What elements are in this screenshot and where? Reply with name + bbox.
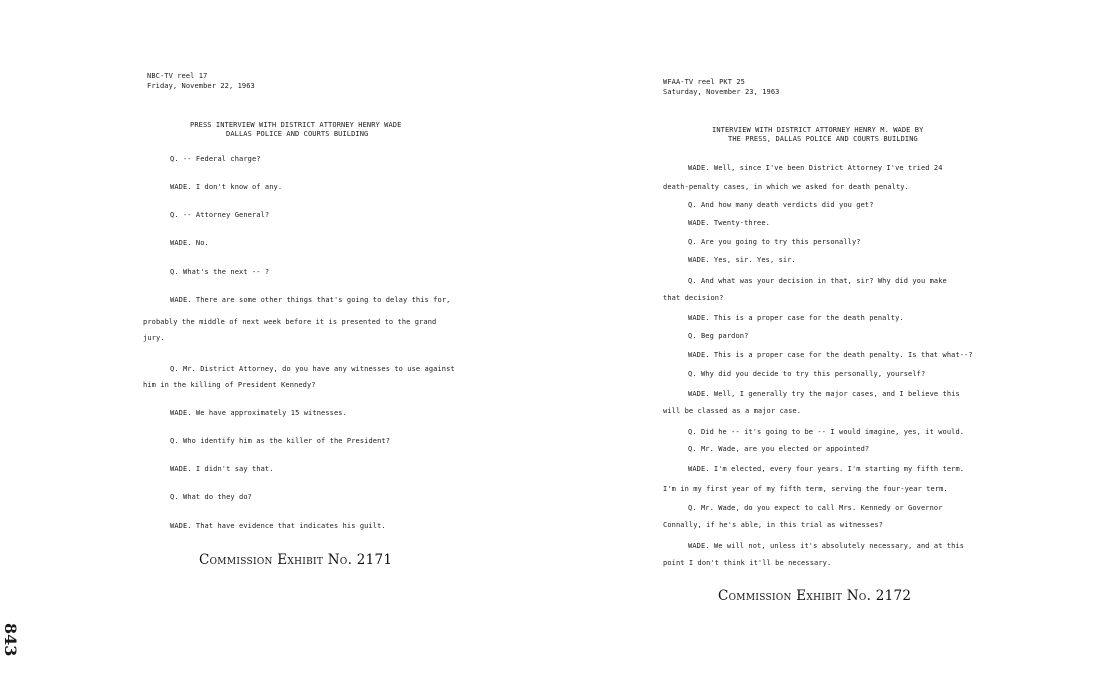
left-date: Friday, November 22, 1963: [147, 82, 255, 90]
right-line: Connally, if he's able, in this trial as witnesses?: [663, 521, 884, 529]
left-line: WADE. That have evidence that indicates his guilt.: [170, 522, 386, 530]
right-line: WADE. Yes, sir. Yes, sir.: [688, 256, 796, 264]
right-line: point I don't think it'll be necessary.: [663, 559, 832, 567]
right-line: Q. Beg pardon?: [688, 332, 749, 340]
right-line: WADE. We will not, unless it's absolutely necessary, and at this: [688, 542, 965, 550]
right-line: WADE. This is a proper case for the death penalty.: [688, 314, 904, 322]
right-line: Q. And how many death verdicts did you get?: [688, 201, 874, 209]
right-reel-label: WFAA-TV reel PKT 25: [663, 78, 745, 86]
right-exhibit-caption: Commission Exhibit No. 2172: [718, 588, 912, 604]
right-line: Q. Why did you decide to try this personally, yourself?: [688, 370, 926, 378]
left-line: WADE. We have approximately 15 witnesses.: [170, 409, 347, 417]
right-line: that decision?: [663, 294, 724, 302]
left-line: Q. -- Federal charge?: [170, 155, 261, 163]
left-line: Q. -- Attorney General?: [170, 211, 270, 219]
right-line: Q. Mr. Wade, are you elected or appointed?: [688, 445, 870, 453]
page-number: 843: [1, 623, 20, 657]
right-line: death-penalty cases, in which we asked for death penalty.: [663, 183, 909, 191]
left-line: Q. Mr. District Attorney, do you have any witnesses to use against: [170, 365, 455, 373]
left-title-line1: PRESS INTERVIEW WITH DISTRICT ATTORNEY HENRY WADE: [190, 121, 402, 129]
right-title-line1: INTERVIEW WITH DISTRICT ATTORNEY HENRY M. WADE BY: [712, 126, 924, 134]
right-line: WADE. This is a proper case for the death penalty. Is that what--?: [688, 351, 973, 359]
left-title-line2: DALLAS POLICE AND COURTS BUILDING: [226, 130, 369, 138]
left-exhibit-caption: Commission Exhibit No. 2171: [199, 552, 393, 568]
left-line: probably the middle of next week before it is presented to the grand: [143, 318, 437, 326]
left-line: WADE. No.: [170, 239, 209, 247]
right-line: Q. Mr. Wade, do you expect to call Mrs. Kennedy or Governor: [688, 504, 943, 512]
right-date: Saturday, November 23, 1963: [663, 88, 780, 96]
left-line: him in the killing of President Kennedy?: [143, 381, 316, 389]
left-line: Q. What do they do?: [170, 493, 252, 501]
right-line: Q. And what was your decision in that, sir? Why did you make: [688, 277, 947, 285]
left-reel-label: NBC-TV reel 17: [147, 72, 208, 80]
right-title-line2: THE PRESS, DALLAS POLICE AND COURTS BUILDING: [728, 135, 918, 143]
left-line: Q. Who identify him as the killer of the President?: [170, 437, 391, 445]
right-line: will be classed as a major case.: [663, 407, 802, 415]
left-line: WADE. I didn't say that.: [170, 465, 274, 473]
left-line: WADE. I don't know of any.: [170, 183, 283, 191]
right-line: Q. Did he -- it's going to be -- I would imagine, yes, it would.: [688, 428, 965, 436]
right-line: WADE. Well, I generally try the major cases, and I believe this: [688, 390, 960, 398]
right-line: WADE. Well, since I've been District Attorney I've tried 24: [688, 164, 943, 172]
left-line: Q. What's the next -- ?: [170, 268, 270, 276]
right-line: Q. Are you going to try this personally?: [688, 238, 861, 246]
right-line: WADE. Twenty-three.: [688, 219, 770, 227]
right-line: WADE. I'm elected, every four years. I'm starting my fifth term.: [688, 465, 965, 473]
left-line: jury.: [143, 334, 165, 342]
left-line: WADE. There are some other things that's going to delay this for,: [170, 296, 451, 304]
right-line: I'm in my first year of my fifth term, serving the four-year term.: [663, 485, 948, 493]
